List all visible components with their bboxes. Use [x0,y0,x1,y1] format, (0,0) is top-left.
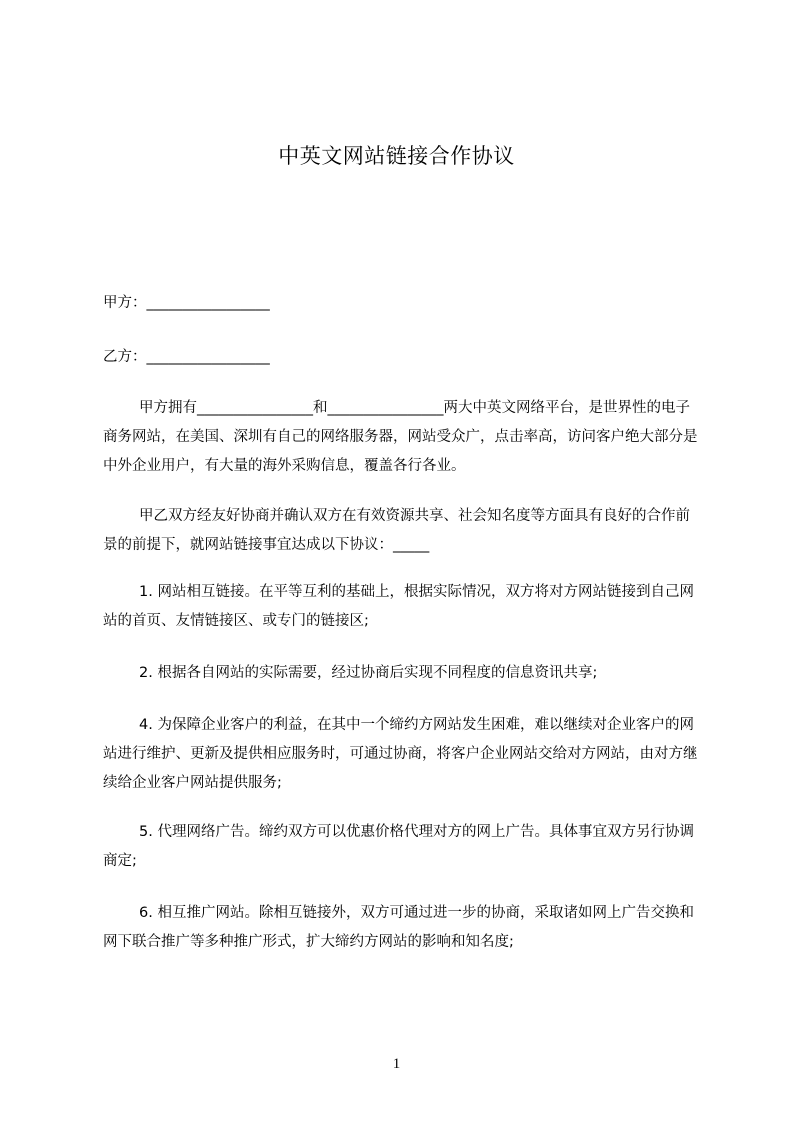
clause-6 [103,899,703,957]
paragraph-text: 5. 代理网络广告。缔约双方可以优惠价格代理对方的网上广告。具体事宜双方另行协调商定; [103,824,694,869]
clause-1 [103,578,703,636]
clause-2 [103,659,703,688]
paragraph-text: 2. 根据各自网站的实际需要，经过协商后实现不同程度的信息资讯共享; [139,665,598,681]
paragraph-agreement-premise [103,502,703,560]
party-b-line: 乙方：_________________ [103,349,270,365]
paragraph-text: 4. 为保障企业客户的利益，在其中一个缔约方网站发生困难，难以继续对企业客户的网站进行维护、更新及提供相应服务时，可通过协商，将客户企业网站交给对方网站，由对方继续给企业客户网站提供服务; [103,717,698,791]
clause-4 [103,711,703,798]
paragraph-text: 甲方拥有________________和________________两大中英文网络平台，是世界性的电子商务网站，在美国、深圳有自己的网络服务器，网站受众广，点击率高，访问客户绝大部分是中外企业用户，有大量的海外采购信息，覆盖各行各业。 [103,400,698,474]
party-a-line: 甲方：_________________ [103,295,270,311]
paragraph-text: 6. 相互推广网站。除相互链接外，双方可通过进一步的协商，采取诸如网上广告交换和网下联合推广等多种推广形式，扩大缔约方网站的影响和知名度; [103,905,694,950]
paragraph-text: 1. 网站相互链接。在平等互利的基础上，根据实际情况，双方将对方网站链接到自己网站的首页、友情链接区、或专门的链接区; [103,584,694,629]
paragraph-text: 甲乙双方经友好协商并确认双方在有效资源共享、社会知名度等方面具有良好的合作前景的前提下，就网站链接事宜达成以下协议：_____ [103,508,690,553]
clause-5 [103,818,703,876]
page-number: 1 [392,1056,401,1072]
document-title: 中英文网站链接合作协议 [278,144,515,168]
paragraph-intro [103,394,703,481]
